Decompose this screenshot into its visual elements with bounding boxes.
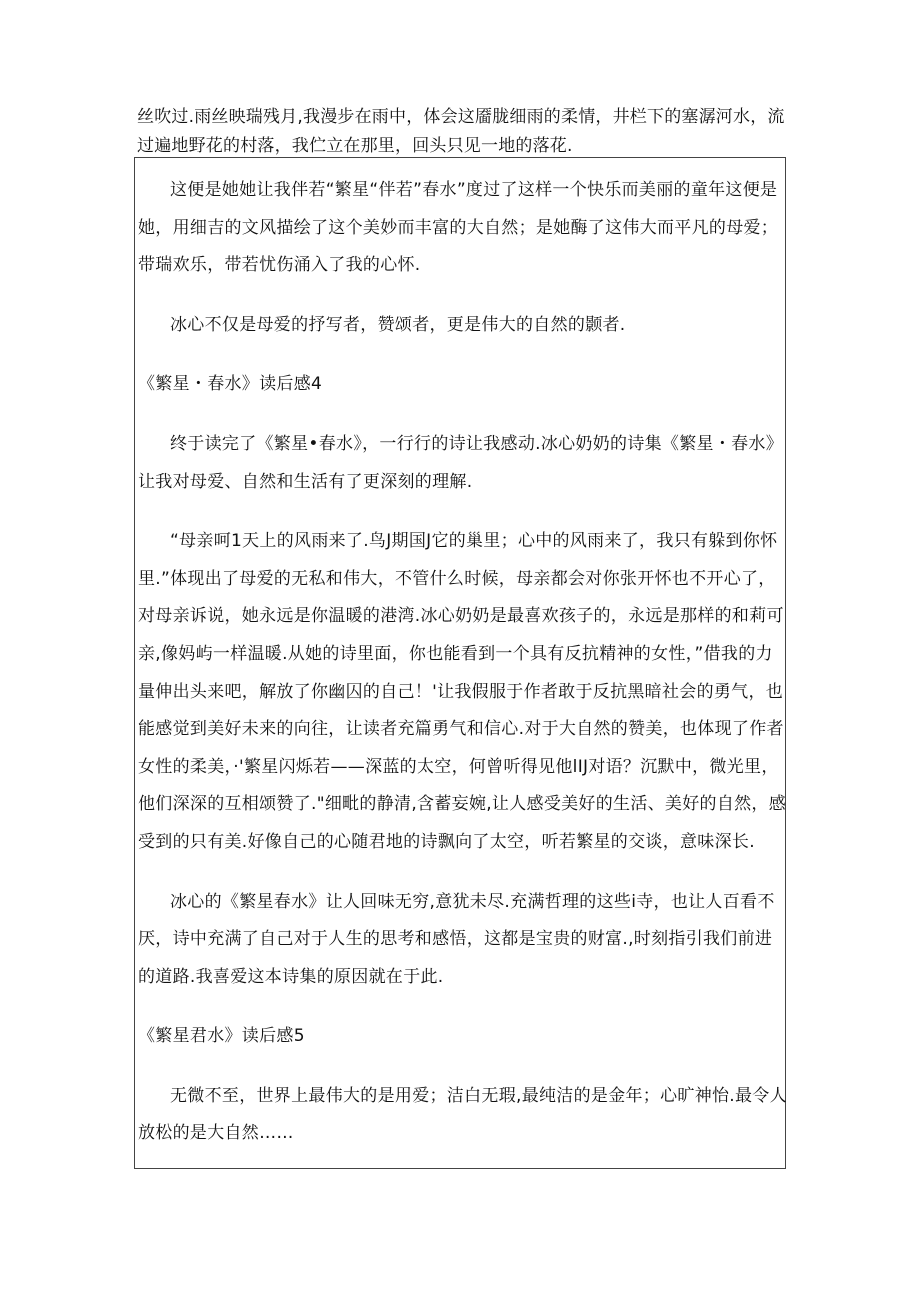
intro-paragraph: 丝吹过.雨丝映瑞残月,我漫步在雨中，体会这靥胧细雨的柔情，井栏下的塞潺河水，流过遍地野花的村落，我伫立在那里，回头只见一地的落花.: [137, 107, 785, 156]
intro-block: [137, 103, 792, 161]
section-heading-5: 《繁星君水》读后感5: [138, 1026, 305, 1047]
paragraph-1: 这便是她她让我伴若“繁星“伴若”春水”度过了这样一个快乐而美丽的童年这便是她，用细吉的文风描绘了这个美妙而丰富的大自然；是她酶了这伟大而平凡的母爱；带瑞欢乐，带若忧伤涌入了我的心怀.: [138, 180, 779, 276]
essay-content: [138, 172, 788, 1175]
paragraph-2: 冰心不仅是母爱的抒写者，赞颂者，更是伟大的自然的颢者.: [170, 314, 626, 335]
paragraph-6: 无微不至，世界上最伟大的是用爱；洁白无瑕,最纯洁的是金年；心旷神怡.最令人放松的是大自然……: [138, 1085, 787, 1144]
paragraph-5: 冰心的《繁星春水》让人回味无穷,意犹未尽.充满哲理的这些i寺，也让人百看不厌，诗中充满了自己对于人生的思考和感悟，这都是宝贵的财富.,时刻指引我们前进的道路.我喜爱这本诗集的原因就在于此.: [138, 891, 775, 987]
section-heading-4: 《繁星・春水》读后感4: [138, 374, 323, 395]
paragraph-3: 终于读完了《繁星•春水》，一行行的诗让我感动.冰心奶奶的诗集《繁星・春水》让我对母爱、自然和生活有了更深刻的理解.: [138, 433, 784, 492]
paragraph-4: “母亲呵1天上的风雨来了.鸟J期国J它的巢里；心中的风雨来了，我只有躲到你怀里.”体现出了母爱的无私和伟大，不管什么时候，母亲都会对你张开怀也不开心了，对母亲诉说，她永远是你温暖的港湾.冰心奶奶是最喜欢孩子的，永远是那样的和莉可亲,像妈屿一样温暖.从她的诗里面，你也能看到一个具有反抗精神的女性，”借我的力量伸出头来吧，解放了你幽囚的自己！'让我假服于作者敢于反抗黑暗社会的勇气，也能感觉到美好未来的向往，让读者充篇勇气和信心.对于大自然的赞美，也体现了作者女性的柔美，·'繁星闪烁若——深蓝的太空，何曾听得见他lIJ对语？沉默中，微光里，他们深深的互相颂赞了."细毗的静清,含蓄妄婉,让人感受美好的生活、美好的自然，感受到的只有美.好像自己的心随君地的诗飘向了太空，听若繁星的交谈，意味深长.: [138, 531, 787, 852]
